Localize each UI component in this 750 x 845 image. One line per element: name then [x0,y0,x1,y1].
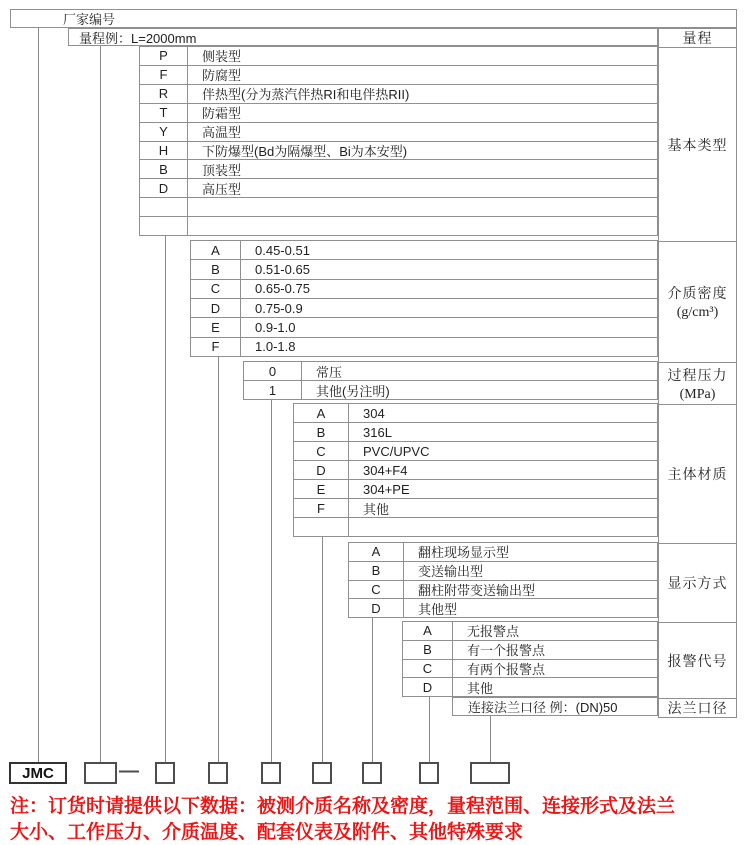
side-label-text: 法兰口径 [667,702,728,717]
table-row [140,178,657,197]
table-row-empty [140,197,657,216]
code-cell: E [191,318,241,336]
code-cell: P [140,47,188,65]
table-row [191,279,657,298]
density-section [190,240,658,357]
desc-cell: 变送输出型 [418,564,484,580]
model-dash: — [119,759,139,782]
display-mode-section [348,542,658,618]
table-row [349,598,657,617]
table-row [140,159,657,178]
table-row [294,404,657,422]
desc-cell: 0.51-0.65 [255,261,310,277]
code-cell: B [403,641,453,659]
table-row [191,317,657,336]
side-label-text: 基本类型 [667,138,728,154]
side-label-display [659,543,736,622]
table-row [349,580,657,599]
side-label-range [659,29,736,47]
table-row [140,141,657,160]
table-row [140,84,657,103]
code-cell [140,198,188,216]
desc-cell: 其他型 [418,601,458,617]
material-section [293,403,658,537]
code-cell: B [140,160,188,178]
flange-diameter-row [452,697,658,716]
code-cell: F [140,66,188,84]
code-cell: 0 [244,362,302,380]
side-label-text: 主体材质 [667,468,728,483]
table-row [191,241,657,259]
side-label-text: (MPa) [679,386,716,402]
side-label-flange [659,698,736,717]
desc-cell: 304 [363,405,385,421]
manufacturer-label: 厂家编号 [63,12,116,27]
table-row [191,337,657,356]
code-cell: Y [140,123,188,141]
code-cell: 1 [244,381,302,399]
desc-cell: 翻柱现场显示型 [418,545,510,561]
connector-line [165,236,166,762]
connector-line [490,716,491,762]
code-box-basic-type [155,762,175,784]
code-cell: B [349,562,404,580]
desc-cell: 有一个报警点 [467,643,546,659]
desc-cell: 顶装型 [202,162,242,178]
code-cell: B [191,260,241,278]
table-row [294,498,657,517]
code-cell: A [349,543,404,561]
desc-cell: 其他 [363,501,390,517]
table-row [191,259,657,278]
basic-type-section [139,46,658,236]
desc-cell: 下防爆型(Bd为隔爆型、Bi为本安型) [202,143,408,159]
connector-line [100,46,101,762]
desc-cell: 0.75-0.9 [255,300,303,316]
code-cell: A [294,404,349,422]
code-cell: A [191,241,241,259]
desc-cell: 1.0-1.8 [255,339,296,355]
code-cell: C [403,660,453,678]
code-cell: D [140,179,188,197]
code-cell [140,217,188,235]
order-note [10,794,746,845]
desc-cell: 高温型 [202,125,242,141]
side-label-pressure [659,362,736,404]
desc-cell: 其他(另注明) [316,383,390,399]
code-cell: D [294,461,349,479]
desc-cell: PVC/UPVC [363,443,430,459]
desc-cell: 0.9-1.0 [255,319,296,335]
code-box-manufacturer [84,762,117,784]
table-row [140,103,657,122]
desc-cell: 防腐型 [202,68,242,84]
table-row [140,47,657,65]
side-label-text: (g/cm³) [676,305,719,320]
table-row [244,362,657,380]
connector-line [38,28,39,762]
code-cell: C [191,280,241,298]
side-label-column [658,28,737,718]
connector-line [218,357,219,762]
connector-line [271,400,272,762]
code-cell: F [294,499,349,517]
range-example-row [68,28,658,46]
desc-cell: 0.45-0.51 [255,242,310,258]
table-row [294,422,657,441]
side-label-text: 报警代号 [667,654,728,670]
order-note-line2: 大小、工作压力、介质温度、配套仪表及附件、其他特殊要求 [10,822,524,843]
desc-cell: 304+F4 [363,462,408,478]
code-box-density [208,762,228,784]
flange-row-text: 连接法兰口径 例：(DN)50 [468,700,618,715]
side-label-density [659,241,736,362]
code-cell: C [349,581,404,599]
order-note-line1: 注：订货时请提供以下数据：被测介质名称及密度，量程范围、连接形式及法兰 [10,796,676,817]
desc-cell: 防霜型 [202,106,242,122]
code-cell: D [349,599,404,617]
code-box-alarm [419,762,439,784]
code-cell: T [140,104,188,122]
desc-cell: 常压 [316,364,343,380]
code-box-display [362,762,382,784]
desc-cell: 其他 [467,680,494,696]
table-row-empty [140,216,657,235]
connector-line [429,697,430,762]
code-cell [294,518,349,536]
table-row [294,479,657,498]
table-row [403,659,657,678]
desc-cell: 316L [363,424,392,440]
side-label-text: 过程压力 [667,368,728,384]
connector-line [322,537,323,762]
side-label-material [659,404,736,543]
side-label-alarm [659,622,736,698]
code-cell: E [294,480,349,498]
side-label-text: 显示方式 [667,577,728,592]
desc-cell: 翻柱附带变送输出型 [418,582,536,598]
desc-cell: 有两个报警点 [467,661,546,677]
code-cell: B [294,423,349,441]
table-row [403,640,657,659]
code-box-material [312,762,332,784]
desc-cell: 0.65-0.75 [255,281,310,297]
desc-cell: 304+PE [363,481,410,497]
code-cell: C [294,442,349,460]
side-label-basic-type [659,47,736,241]
table-row [140,65,657,84]
table-row [244,380,657,399]
desc-cell: 伴热型(分为蒸汽伴热RI和电伴热RII) [202,87,410,103]
range-example-text: 量程例：L=2000mm [79,30,197,46]
model-prefix-box: JMC [9,762,67,784]
table-row [140,122,657,141]
table-row [294,460,657,479]
connector-line [372,618,373,762]
table-row [191,298,657,317]
code-cell: H [140,142,188,160]
table-row [294,441,657,460]
manufacturer-number-row [10,9,737,28]
side-label-text: 介质密度 [667,287,728,302]
code-box-pressure [261,762,281,784]
table-row [403,622,657,640]
pressure-section [243,361,658,400]
code-box-flange [470,762,510,784]
code-cell: F [191,338,241,356]
desc-cell: 侧装型 [202,49,242,65]
table-row-empty [294,517,657,536]
desc-cell: 无报警点 [467,624,520,640]
alarm-code-section [402,621,658,697]
table-row [349,543,657,561]
code-cell: A [403,622,453,640]
table-row [403,677,657,696]
code-cell: R [140,85,188,103]
code-cell: D [403,678,453,696]
table-row [349,561,657,580]
side-label-text: 量程 [682,32,713,47]
code-cell: D [191,299,241,317]
desc-cell: 高压型 [202,181,242,197]
